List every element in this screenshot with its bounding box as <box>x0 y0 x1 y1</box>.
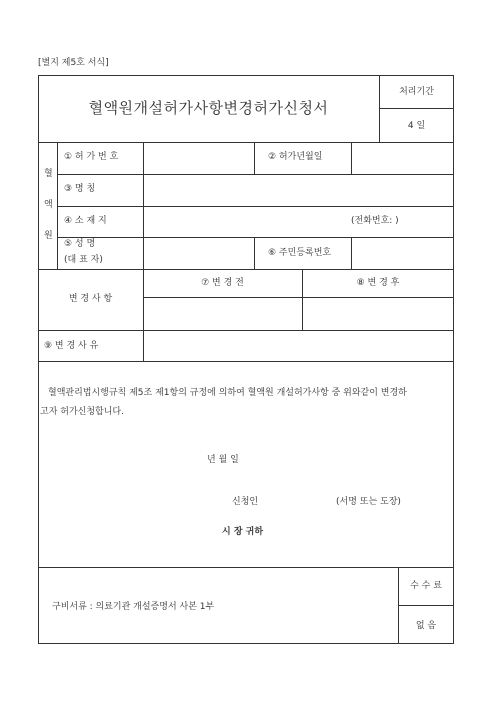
changes-label: 변 경 사 항 <box>68 294 113 304</box>
before-change-field[interactable] <box>144 298 301 329</box>
addressee: 시 장 귀하 <box>222 527 264 537</box>
representative-label: (대 표 자) <box>64 255 103 265</box>
permit-date-field[interactable] <box>352 143 453 173</box>
group-label-char-2: 액 <box>44 200 53 210</box>
group-label-char-3: 원 <box>44 231 53 241</box>
group-label-char-1: 혈 <box>44 169 53 179</box>
after-change-label: ⑧ 변 경 후 <box>356 278 400 288</box>
after-change-field[interactable] <box>303 298 453 329</box>
person-name-field[interactable] <box>144 238 253 268</box>
permit-number-field[interactable] <box>144 143 253 173</box>
fee-value: 없 음 <box>415 621 437 631</box>
fee-label: 수 수 료 <box>410 581 442 591</box>
permit-date-label: ② 허가년월일 <box>268 152 323 162</box>
reason-field[interactable] <box>144 331 453 360</box>
processing-period-label: 처리기간 <box>399 87 434 97</box>
location-label: ④ 소 재 지 <box>64 216 107 226</box>
form-title: 혈액원개설허가사항변경허가신청서 <box>88 99 329 117</box>
resident-number-field[interactable] <box>352 238 453 268</box>
name-field[interactable] <box>144 175 453 205</box>
reason-label: ⑨ 변 경 사 유 <box>44 341 99 351</box>
name-label: ③ 명 칭 <box>64 184 96 194</box>
signature-label: (서명 또는 도장) <box>336 497 401 507</box>
applicant-label: 신청인 <box>232 497 259 507</box>
permit-number-label: ① 허 가 번 호 <box>64 152 119 162</box>
date-line: 년 월 일 <box>207 455 239 465</box>
statement-line-1: 혈액관리법시행규칙 제5조 제1항의 규정에 의하여 혈액원 개설허가사항 중 위와같이 변경하 <box>48 388 407 398</box>
statement-line-2: 고자 허가신청합니다. <box>40 407 124 417</box>
person-name-label: ⑤ 성 명 <box>64 239 96 249</box>
resident-number-label: ⑥ 주민등록번호 <box>268 248 332 258</box>
processing-period-value: 4 일 <box>407 121 426 131</box>
before-change-label: ⑦ 변 경 전 <box>201 278 244 288</box>
location-field[interactable] <box>144 207 344 236</box>
phone-label: (전화번호: ) <box>351 216 399 226</box>
form-label: [별지 제5호 서식] <box>38 58 109 68</box>
required-documents: 구비서류 : 의료기관 개설증명서 사본 1부 <box>52 602 215 612</box>
